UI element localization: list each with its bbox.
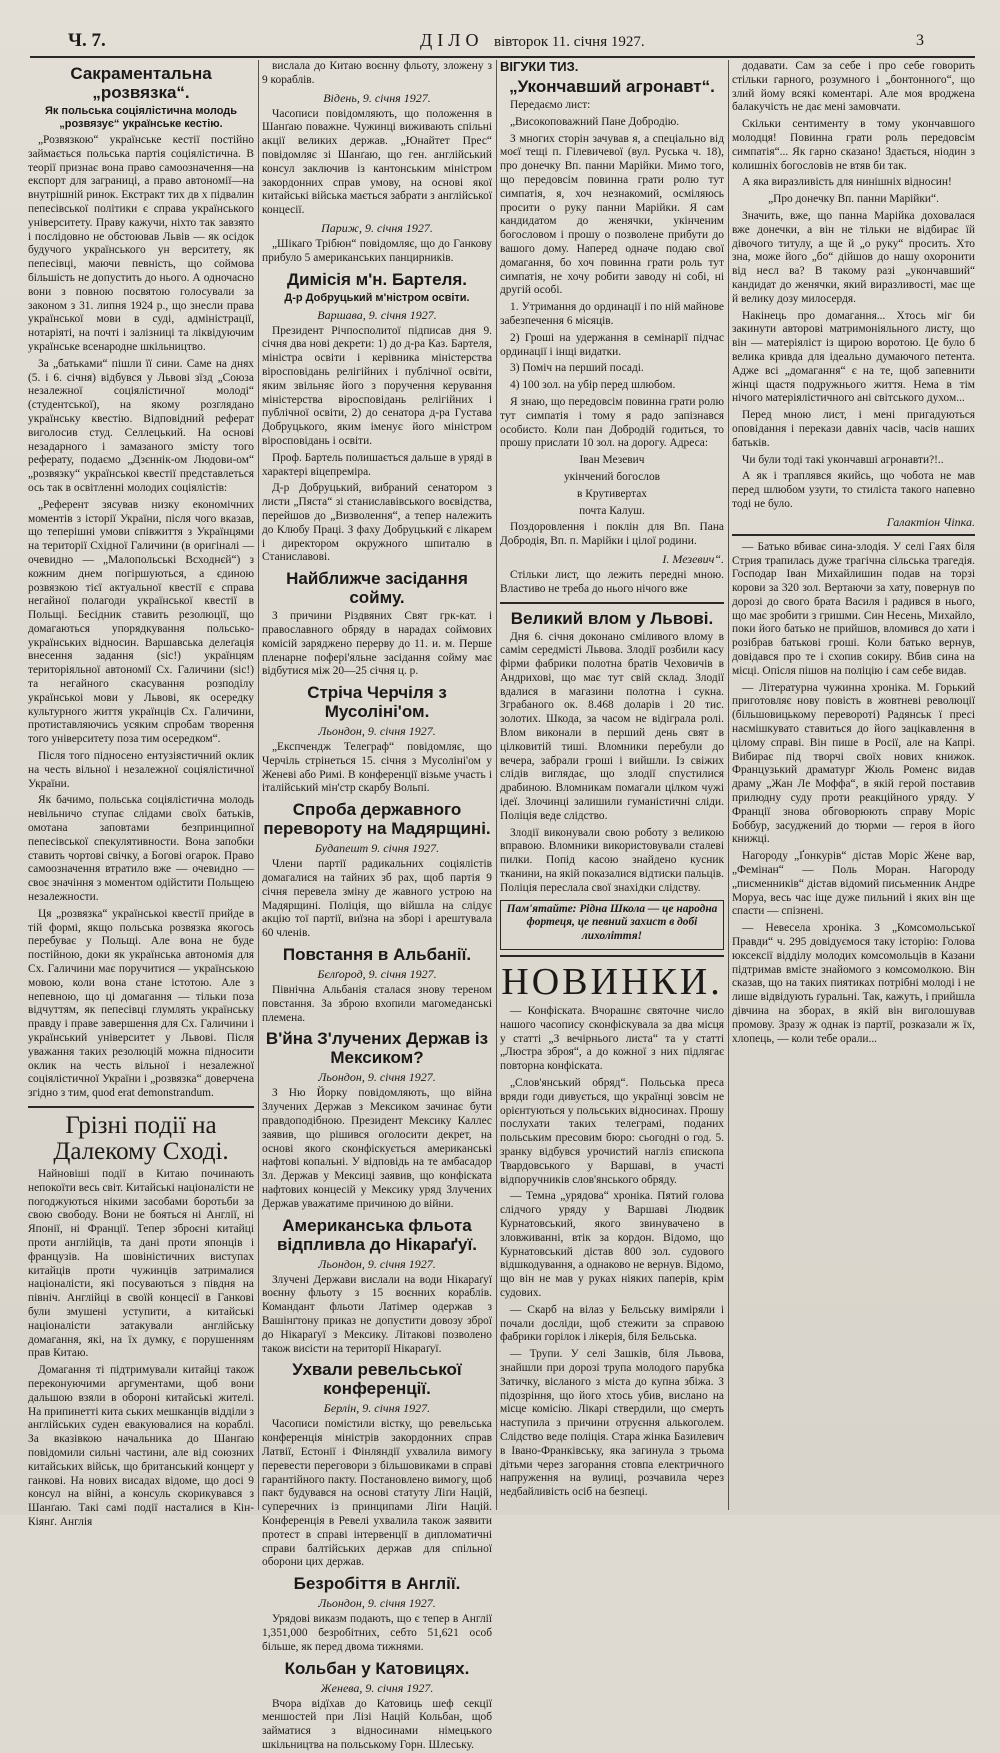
page-number: 3 [916, 32, 924, 49]
article-paragraph: Передаємо лист: [510, 99, 591, 111]
article-paragraph: — Невесела хроніка. З „Комсомольської Правди“ ч. 295 довідуємося таку історію: Голова юксексії відділу молодих комсомольців в Казани підтримав вмісте знайомого з комсомолкою. Він сказав, що на таких пиятиках потрібні молоді і не лише відвідують ґуральні. Так, кажуть, і прийшла дівчина на зборах, в якій він виголошував промову. Зразу ж однак із партії, розказали ж їх, хлопець, — коли тебе орали... [732, 922, 975, 1045]
list-item: 1. Утримання до ординації і по ній майнове забезпечення 6 місяців. [500, 301, 724, 327]
article-title: Американська фльота відпливла до Нікараґуї. [277, 1215, 477, 1254]
address-line: почта Калуш. [579, 504, 645, 517]
issue-date: вівторок 11. січня 1927. [494, 34, 645, 50]
article-paragraph: Д-р Добруцький, вибраний сенатором з листи „Пяста“ зі станиславівського воєвідства, перейшов до „Визволення“, а тепер належить до Клюбу Праці. З фаху Добруцький є лікарем і директором окружного шпиталю в Станиславові. [262, 482, 492, 564]
article-paragraph: Стільки лист, що лежить передні мною. Властиво не треба до нього нічого вже [500, 568, 724, 595]
list-item: 3) Поміч на перший посаді. [510, 362, 644, 375]
article-paragraph: Часописи помістили вістку, що ревельська конференція міністрів закордонних справ Латвії, Естонії і Фінляндії ухвалила вимогу перевести переговори з більшовиками в справі гарантійного пакту. Постановлено вимогу, щоб пакт будувався на основі статуту Ліґи Націй, суперечних із принципами Ліґи Націй. Конференція в Ревелі ухвалила також заявити протест в справі інтервенції в дипломатичні справи балтійських держав для спільної оборони цих держав. [262, 1418, 492, 1569]
article-paragraph: — Батько вбиває сина-злодія. У селі Гаях біля Стрия трапилась дуже трагічна сільська трагедія. Господар Іван Михайлишин подав на торзі корови за 320 зол. Вертаючи за хату, повернув по дорозі до свого брата Василя і радився в нього, що має зробити з гришми. Син Несень, Михайло, поки його батько не прийшов, вломився до хати і розібрав батькові гроші. Коли батько вернув, довідався про те і схопив сокиру. Вбив сина на місці. Опісля пішов на поліцію і сам себе видав. [732, 540, 975, 677]
article-title: Димісія м'н. Бартеля. [286, 269, 468, 289]
notice-text: Пам'ятайте: Рідна Школа — це народна фортеця, це певний захист в добі лихоліття! [506, 902, 718, 943]
article-paragraph: „Слов'янський обряд“. Польська преса вряди годи дивується, що українці зовсім не орієнтуються у польських відносинах. Прошу послухати таких телеграмі, поданих польським пресовим бюро: сьогодні о год. 5. зранку відбувся урочистий нагліз єпископа Твардовського у Варшаві, в участі відпоручників слов'янського обряду. [500, 1077, 724, 1186]
article-paragraph: А яка виразливість для нинішніх відносин! [742, 176, 952, 189]
section-header: ВІГУКИ ТИЗ. [500, 59, 579, 74]
article-paragraph: „Розвязкою“ українське кестії постійно займається польська партія соціялістична. В теорії признає вона право самоозначення—на експорт для заграниці, а право автономії—на внутрішній ринок. Екстракт тих дв х підвалин пепесівської політики є справа українського університету. Праву кажучи, ніхто так завзято і послідовно не обстоював Львів — як осідок будучого українського ун верситету, як пепесівці, маючи певність, що соймова більшість не допустить до нього. А одночасно вони з повною посвятою голосували за законом з 31. липня 1924 р., що знесли права української мови в суді, адміністрації, нотаріяті, на почті і залізниці та ліквідуючим українське всенародне шкільництво. [28, 134, 254, 353]
dateline: Будапешт 9. січня 1927. [314, 841, 440, 856]
article-paragraph: „Про донечку Вп. панни Марійки“. [768, 193, 939, 206]
article-paragraph: вислала до Китаю воєнну фльоту, зложену з 9 кораблів. [262, 60, 492, 86]
article-paragraph: „Експчендж Телеграф“ повідомляє, що Черчіль стрінеться 15. січня з Мусоліні'ом у Женеві або Римі. В конференції візьме участь і італійський мін'стр скарбу Вольпі. [262, 741, 492, 795]
article-paragraph: Ця „розвязка“ українськоі квестії прийде в тій формі, якщо польська розвязка якогось перебуває у Польщі. Але вона не буде постійною, доки як українська автономія для Сх. Галичини має поручитися — українською мовою, коли вона стане істотою. Але з непевною, що ці домагання — тільки поза відчуттям, як пепесівці глумлять українську правду і праве завершення для Сх. Галичини і український університет у Львові. Після уважання таких резолюцій можна підносити оклик на честь вільної і незалежної соціялістичної України і „розвязка“ доверчена згідно з тим, quod erat demonstrandum. [28, 907, 254, 1100]
article-paragraph: Президент Річпосполитої підписав дня 9. січня два нові декрети: 1) до д-ра Каз. Бартеля, міністра освіти і керівника міністерства віросповідань релігійних і публічної освіти, яким звільняє його з поручення керування міністерства віросповідань релігійних і публічної освіти, 2) до сенатора д-ра Густава Добруцького, яким іменує його міністром віросповідань і освіти. [262, 324, 492, 447]
article-title: Грізні події на Далекому Сході. [53, 1111, 229, 1165]
article-paragraph: „Шікаго Трібюн“ повідомляє, що до Ганкову прибуло 5 американських панцирників. [262, 237, 492, 264]
article-paragraph: Накінець про домагання... Хтось міг би закинути авторові матримоніяльного листу, що він — матеріяліст із щирою воротою. Це було б велика кривда для ідеально думаючого петента. Адже всі „домагання“ є на те, щоб запевнити жінці щастя подружнього життя. Нема в тім нічого матеріялістичного ані світського духом... [732, 309, 975, 405]
section-divider [28, 1106, 254, 1108]
article-paragraph: Значить, вже, що панна Марійка доховалася вже донечки, а він не тільки не відбирає їй дівочого титулу, а ще й „о руку“ просить. Хто зна, може його „бо“ дійшов до нашу охоронити від несл ва? В такому разі „укончавший“ кандидат до женячки, який виразливості, має ще й велику дозу милосердя. [732, 209, 975, 305]
article-paragraph: Урядові виказм подають, що є тепер в Англії 1,351,000 безробітних, себто 51,621 особ більше, як перед двома тижнями. [262, 1613, 492, 1653]
address-line: укінчений богослов [563, 470, 661, 483]
article-title: Стріча Черчіля з Мусоліні'ом. [307, 683, 447, 722]
dateline: Варшава, 9. січня 1927. [317, 307, 437, 322]
article-paragraph: — Трупи. У селі Зашків, біля Львова, знайшли при дорозі трупа молодого парубка Затичку, вісланого з міста до купна збіжа. З підозріння, що його хтось убив, вислано на місце комісію. Лікарі ствердили, що смерть наступила з причини отруєння алькоголем. Слідство веде поліція. Стара жінка Базилевич в Івано-Франківську, яка загинула з трьома дітьми через загорання стовпа електричного напруження на вулиці, розчавила через недбайливість осіб на безпеці. [500, 1348, 724, 1499]
article-title: „Укончавший агронавт“. [509, 77, 715, 96]
dateline: Бєлґород, 9. січня 1927. [317, 967, 437, 982]
column-divider [258, 60, 259, 1510]
section-divider [500, 955, 724, 957]
author-signature: Галактіон Чіпка. [886, 514, 975, 529]
article-title: Найближче засідання сойму. [286, 569, 468, 608]
dateline: Льондон, 9. січня 1927. [318, 1256, 436, 1271]
article-paragraph: — Скарб на вілаз у Бельську виміряли і почали досліди, щоб стежити за справою фабрики горілок і лікерія, біля Бельська. [500, 1303, 724, 1344]
article-paragraph: „Референт зясував низку економічних моментів з історії України, після чого вказав, що теперішні умови співжиття з Українцями на території Східної Галичини (в оригіналі — очевидно — „Малопольські Всходнєй“) з кожним днем погіршуються, а єдиною розвязкою тієї актуальної квестії є справа негайної полагоди української квестії в Польщі. Бесідник ставить резолюції, що домагаються упорядкування польсько-українських відносин. Варшавська делеґація внесення задання (sic!) українцям територіяльної автономії Сх. Галичини (sic!) та негайного скасування розподілу українськоі мови у Львові, як осередку культурного життя українців Сх. Галичини, протиставляючись усяким спробам творення того університету поза тим осередком“. [28, 498, 254, 746]
article-paragraph: додавати. Сам за себе і про себе говорить стільки гарного, розумного і „бонтонного“, що злий йому всякі коментарі. Але моя вроджена балакучість не дає мені замовчати. [732, 60, 975, 114]
notice-box [500, 900, 724, 950]
section-divider [500, 602, 724, 604]
article-paragraph: Злодії виконували свою роботу з великою вправою. Вломники використовували сталеві пилки. Попід касою знайдено кусник тканини, на якій показалися відтиски пальців. Поліція переслала свої знахідки слідству. [500, 826, 724, 894]
section-divider [732, 534, 975, 536]
article-paragraph: Перед мною лист, і мені пригадуються оповідання і перекази давніх часів, часів наших батьків. [732, 409, 975, 449]
article-paragraph: Злучені Держави вислали на води Нікараґуї воєнну фльоту з 15 воєнних кораблів. Командант фльоти Латімер одержав з Вашінґтону приказ не допустити довозу зброї до Нікараґуї з Мексику. Літакові позволено також висісти на території Нікараґуї. [262, 1273, 492, 1355]
article-paragraph: — Конфіската. Вчорашнє святочне число нашого часопису сконфіскувала за два місця у статті „З вечірнього листа“ та у статті „Люстра зброя“, а до кожної з них підлягає повторна конфіската. [500, 1005, 724, 1073]
article-paragraph: Нагороду „Ґонкурів“ дістав Моріс Жене вар, „Фемінан“ — Поль Моран. Нагороду „писменників“ дістав відомий письменник Андре Моруа, весь час іще дуже пильний і яких він ще спасти — спізнені. [732, 850, 975, 918]
column-4 [732, 60, 975, 1510]
article-paragraph: Північна Альбанія сталася знову тереном повстання. За зброю вхопили магомеданські племена. [262, 984, 492, 1024]
article-paragraph: Найновіші події в Китаю починають непокоїти весь світ. Китайські націоналісти не погоджуються нікими засобами боротьби за свою свободу. Вони не бояться ні Англії, ні Японії, ні Франції. Тепер зброєні китайці проти англійців, та дані проти японців і французів. На шовіністичних виступах китайців проти чужинців затрималися націоналісти, які посуваються з півдня на північ. Англійці в своїй концесії в Ганкові були змушені уступити, а китайські націоналісти затакували англійську домагання, які, на їх думку, є порушенням прав Китаю. [28, 1167, 254, 1360]
article-paragraph: Чи були тоді такі укончавші агронавти?!.. [742, 453, 944, 466]
column-3 [500, 60, 724, 1510]
dateline: Льондон, 9. січня 1927. [318, 1070, 436, 1085]
dateline: Берлін, 9. січня 1927. [323, 1401, 431, 1416]
address-line: Іван Мезевич [579, 454, 645, 467]
page-label: Ч. 7. [68, 30, 106, 51]
article-paragraph: За „батьками“ пішли її сини. Саме на днях (5. і 6. січня) відбувся у Львові зїзд „Союза незалежної соціялістичної молоді“ (студентської), на якому розглядано українську квестію. Відповідний реферат виголосив студ. Селлецький. На основі незадарного і замазаного змісту того реферату, подаємо „Дзєннік-ом Людови-ом“ „розвязку“ українськоі квестії представлеться ось так в освітленні молодих соціялістів: [28, 357, 254, 494]
dateline: Відень, 9. січня 1927. [323, 90, 431, 105]
article-paragraph: Проф. Бартель полишається дальше в уряді в характері віцепреміра. [262, 451, 492, 478]
article-paragraph: З многих сторін зачував я, а спеціально від моєї тещі п. Гілевичевої (вул. Руська ч. 18), про донечку Вп. панни Марійки. Мимо того, що передовсім повинна грати ролю тут симпатія, я, хоч незнакомий, осміляюсь просити о руку панни Марійки. Я сам кандидатом до женячки, укінченим богословом і прошу о позволене прибути до вашого дому. Наперед одначе подаю свої домагання, бо хоч повинна грати роль тут симпатія, не хочу робити заводу ні собі, ні другій особі. [500, 132, 724, 297]
article-paragraph: Домагання ті підтримували китайці також переконуючими аргументами, щоб вони дальшою взяли в обороні китайські жителі. На припинетті кита ських мешканців відділи з англійських суден евакуювалися на кораблі. За вказівкою начальника до Шанґаю повідомили сильні частини, але від союзних китайських військ, що британський концерт у ганкові. На нових висадах відоме, що досі 9 консул на війні, а консуль скорикувався з Шанґаю. Такі самі події насталися в Кін-Кіянґ. Англія [28, 1364, 254, 1528]
masthead [30, 28, 975, 58]
article-paragraph: „Високоповажний Пане Добродію. [510, 115, 680, 128]
article-subtitle: Д-р Добруцький м'ністром освіти. [284, 291, 470, 304]
article-subtitle: Як польська соціялістична молодь „розвязує“ українське кестію. [44, 105, 238, 130]
article-paragraph: Поздоровлення і поклін для Вп. Пана Добродія, Вп. п. Марійки і цілої родини. [500, 521, 724, 548]
article-paragraph: Я знаю, що передовсім повинна грати ролю тут симпатія і тому я радо запізнався особисто. Коли пан Добродій годиться, то прошу прислати 10 зол. на дорогу. Адреса: [500, 395, 724, 450]
article-title: Спроба державного перевороту на Мадярщині. [263, 800, 491, 839]
article-title: Ухвали ревельської конференції. [292, 1360, 462, 1399]
article-paragraph: З Ню Йорку повідомляють, що війна Злучених Держав з Мексиком зачинає бути правдоподібною. Президент Мексику Каллес заявив, що рішився оголосити декрет, на основі якого сконфіскується американські нафтові копальні. У відповідь на те амбасадор Зл. Держав у Мексиці заявив, що конфіската нафтових концесій у Мексику уряд Злучених Держав уважатиме причиною до війни. [262, 1087, 492, 1210]
newspaper-name: ДІЛО [420, 30, 484, 50]
article-title: Безробіття в Англії. [293, 1574, 461, 1594]
column-2 [262, 60, 492, 1751]
dateline: Льондон, 9. січня 1927. [318, 1596, 436, 1611]
list-item: 2) Гроші на удержання в семінарії підчас ординації і інщі видатки. [500, 331, 724, 358]
section-title: НОВИНКИ. [501, 961, 723, 1004]
letter-signature: І. Мезевич“. [662, 551, 724, 566]
article-paragraph: — Літературна чужинна хроніка. М. Горький приготовляє нову повість в жовтневі революції (більшовицькому перевороті) Радянськ ї пресі насмішкувато ставиться до його зацікавлення в цілому справі. Він пише в Росії, але на Капрі. Вибирає під творчі своїх нових книжок. Французький драматург Жюль Роменс видав драму „Жан Ле Моффа“, в якій герой поставив прилюдну суду проти реакційного уряду. У Франції знова обговорюють справу Моріс Боббур, засуджений до тюрми — героя в його книжці. [732, 681, 975, 846]
dateline: Льондон, 9. січня 1927. [318, 724, 436, 739]
article-paragraph: З причини Різдвяних Свят грк-кат. і православного обряду в нарадах соймових комісій зарядженo перерву до 11. и. м. Перше пленарне пофері'яльне засідання сойму має відбутися між 20—25 січня ц. р. [262, 610, 492, 678]
article-title: Великий влом у Львові. [510, 608, 714, 628]
address-line: в Крутивертах [577, 487, 647, 500]
dateline: Париж, 9. січня 1927. [321, 220, 433, 235]
article-paragraph: Члени партії радикальних соціялістів домагалися на тайних зб рах, щоб партія 9 січня перевела зміну де жавного устрою на Мадярщині. Поліція, що війшла на слідує акцію тої партії, виїзна на зборі і арештувала 60 членів. [262, 858, 492, 940]
article-paragraph: Вчора відїхав до Катовиць шеф секції меншостей при Лізі Націй Кольбан, щоб займатися з відносинами німецького шкільництва на польському Горн. Шлеську. [262, 1697, 492, 1751]
article-title: В'йна З'лучених Держав із Мексиком? [265, 1029, 489, 1068]
article-title: Повстання в Альбанії. [282, 945, 472, 965]
article-paragraph: Як бачимо, польська соціялістична молодь невільничо ступає слідами своїх батьків, омотана заповтами безпринципної пепесівської спекулятивности. Вона запобки ставить чортові свічку, а Богові огарок. Право самоозначення втратило вже — очевидно — своє значіння з моментом одійстити Польщею незалежности. [28, 794, 254, 904]
article-paragraph: Часописи повідомляють, що положення в Шанґаю поважне. Чужинці виживають спільні акції великих держав. „Юнайтет Прес“ повідомляє зі Шанґаю, що ген. англійський консул заключив із кантонським міністром закордонних справ умову, на основі якої китайські війська мається забрати з англійської концесії. [262, 107, 492, 217]
column-divider [728, 60, 729, 1510]
article-paragraph: А як і траплявся якийсь, що чобота не мав перед шлюбом узути, то стиліста такого напевно тоді не було. [732, 470, 975, 510]
article-title: Кольбан у Катовицях. [284, 1658, 470, 1678]
list-item: 4) 100 зол. на убір перед шлюбом. [510, 379, 676, 392]
article-paragraph: — Темна „урядова“ хроніка. Пятий голова слідчого уряду у Варшаві Людвик Курнатовський, якого звинувачено в зловживанні, втік за кордон. Відомо, що Курнатовський дістав 800 зол. судового відшкодування, а однаково не вернув. Відомо, що він не мав у руках ніяких паперів, крім судових. [500, 1190, 724, 1299]
article-paragraph: Скільки сентименту в тому укончавшого молодця! Повинна грати роль передовсім симпатія“... Як гарно сказано! Здається, ніодин з колишніх богословів не втяв би так. [732, 118, 975, 172]
article-paragraph: Після того підносено ентузіястичний оклик на честь вільної і незалежної соціялістичної України. [28, 750, 254, 790]
dateline: Женева, 9. січня 1927. [320, 1680, 434, 1695]
column-divider [496, 60, 497, 1510]
article-title: Сакраментальна „розвязка“. [70, 64, 212, 102]
column-1 [28, 60, 254, 1528]
article-paragraph: Дня 6. січня доконано сміливого влому в самім середмісті Львова. Злодії розбили касу фірми фабрики полотна братів Чеховичів в Андрихові, що має тут свій склад. Злодії вдалися в магазини полотна і сукна. Зграбаного ок. 8.468 доларів і 20 тис. золотих. Шкода, за часом не відіграла ролі. Влом виконали в перший день свят в цілковитій тиші. Вломники перебули до вечера, забрали гроші і вийшли. Із свіжих слідів виглядає, що злодії спустилися драбиною. Вломникам помагали цілком чужі ідеї. Злочинці залишили гуманістичні сліди. Поліція веде слідство. [500, 630, 724, 822]
